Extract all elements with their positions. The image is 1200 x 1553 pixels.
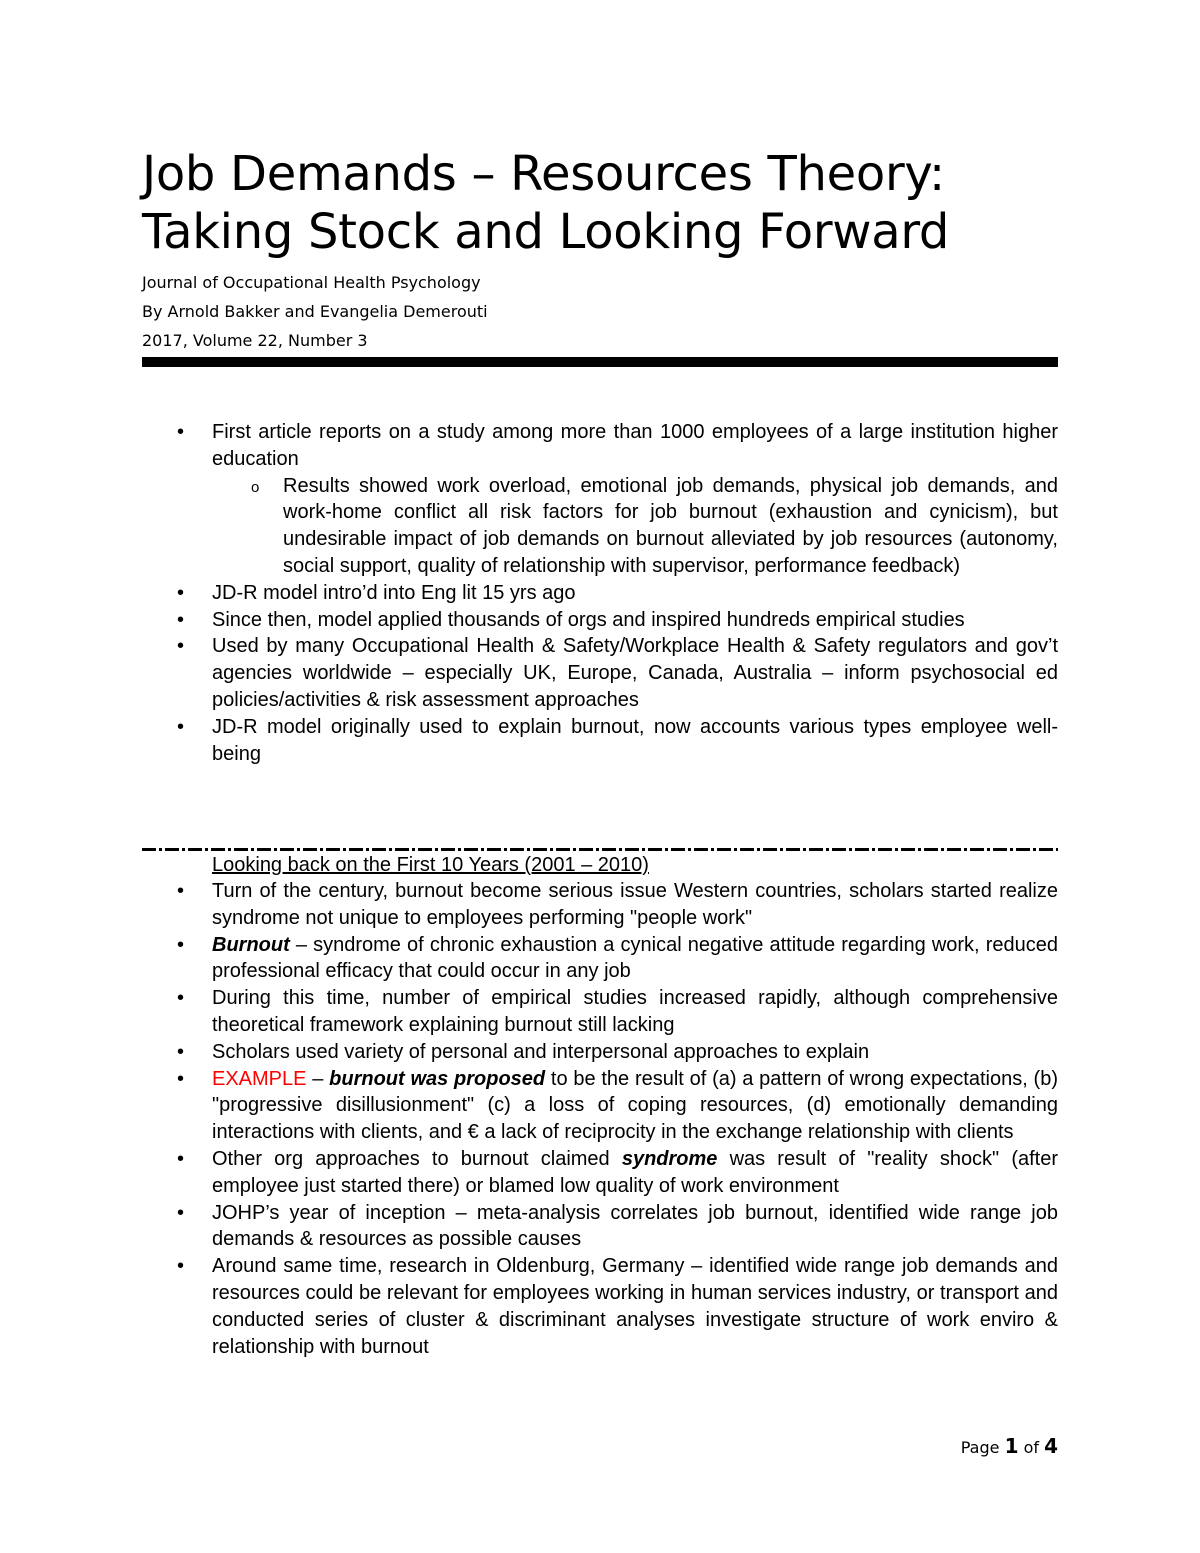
emphasis-phrase: burnout was proposed (329, 1067, 546, 1090)
bullet-text: Other org approaches to burnout claimed (212, 1147, 622, 1170)
list-item (212, 419, 1058, 580)
emphasis-term: syndrome (621, 1147, 718, 1170)
bullet-text: JD-R model intro’d into Eng lit 15 yrs ago (212, 581, 576, 604)
current-page: 1 (1004, 1434, 1019, 1458)
dash-text: – (306, 1067, 330, 1090)
bullet-text: was result of "reality shock" (after employee just started there) or blamed low quality of work environment (212, 1147, 1058, 1197)
page-number-footer (961, 1434, 1058, 1458)
sub-list-item (283, 473, 1058, 580)
total-pages: 4 (1044, 1434, 1058, 1458)
section-bullet-list (212, 878, 1058, 1360)
intro-bullet-list (212, 419, 1058, 767)
authors-line: By Arnold Bakker and Evangelia Demerouti (142, 302, 488, 321)
bullet-text: to be the result of (a) a pattern of wrong expectations, (b) "progressive disillusionment" (c) a loss of coping resources, (d) emotionally demanding interactions with clients, and € a lack of reciprocity in the exchange relationship with clients (212, 1067, 1058, 1144)
section-heading: Looking back on the First 10 Years (2001 – 2010) (212, 854, 649, 876)
list-item (212, 1066, 1058, 1146)
bullet-text: JD-R model originally used to explain burnout, now accounts various types employee well-being (212, 715, 1058, 765)
page-word: Page (960, 1438, 1005, 1457)
list-item (212, 1200, 1058, 1254)
bullet-text: Turn of the century, burnout become serious issue Western countries, scholars started realize syndrome not unique to employees performing "people work" (212, 880, 1058, 929)
bullet-text: During this time, number of empirical studies increased rapidly, although comprehensive theoretical framework explaining burnout still lacking (212, 987, 1058, 1036)
bullet-text: First article reports on a study among more than 1000 employees of a large institution higher education (212, 421, 1058, 470)
header-divider (142, 357, 1058, 367)
list-item (212, 607, 1058, 634)
list-item (212, 932, 1058, 986)
emphasis-term: Burnout (212, 933, 290, 956)
of-word: of (1018, 1438, 1045, 1457)
bullet-text: Scholars used variety of personal and interpersonal approaches to explain (212, 1040, 870, 1063)
title-line-1: Job Demands – Resources Theory: (142, 146, 945, 202)
list-item (212, 580, 1058, 607)
bullet-text: Around same time, research in Oldenburg, Germany – identified wide range job demands and resources could be relevant for employees working in human services industry, or transport and conducted series of cluster & discriminant analyses investigate structure of work enviro & relationship with burnout (212, 1255, 1058, 1358)
list-item (212, 1039, 1058, 1066)
example-label: EXAMPLE (212, 1067, 307, 1090)
bullet-text: Since then, model applied thousands of orgs and inspired hundreds empirical studies (212, 608, 965, 631)
list-item (212, 1253, 1058, 1360)
bullet-text: – syndrome of chronic exhaustion a cynical negative attitude regarding work, reduced professional efficacy that could occur in any job (212, 933, 1058, 983)
list-item (212, 633, 1058, 713)
bullet-text: JOHP’s year of inception – meta-analysis correlates job burnout, identified wide range job demands & resources as possible causes (212, 1201, 1058, 1251)
list-item (212, 878, 1058, 932)
sub-bullet-list (212, 473, 1058, 580)
list-item (212, 714, 1058, 768)
document-title (142, 145, 1122, 261)
issue-line: 2017, Volume 22, Number 3 (142, 331, 368, 350)
list-item (212, 1146, 1058, 1200)
journal-name: Journal of Occupational Health Psychology (142, 273, 481, 292)
list-item (212, 985, 1058, 1039)
sub-bullet-text: Results showed work overload, emotional job demands, physical job demands, and work-home conflict all risk factors for job burnout (exhaustion and cynicism), but undesirable impact of job demands on burnout alleviated by job resources (autonomy, social support, quality of relationship with supervisor, performance feedback) (283, 474, 1058, 577)
title-line-2: Taking Stock and Looking Forward (142, 204, 950, 260)
bullet-text: Used by many Occupational Health & Safety/Workplace Health & Safety regulators and gov’t agencies worldwide – especially UK, Europe, Canada, Australia – inform psychosocial ed policies/activities & risk assessment approaches (212, 635, 1058, 711)
